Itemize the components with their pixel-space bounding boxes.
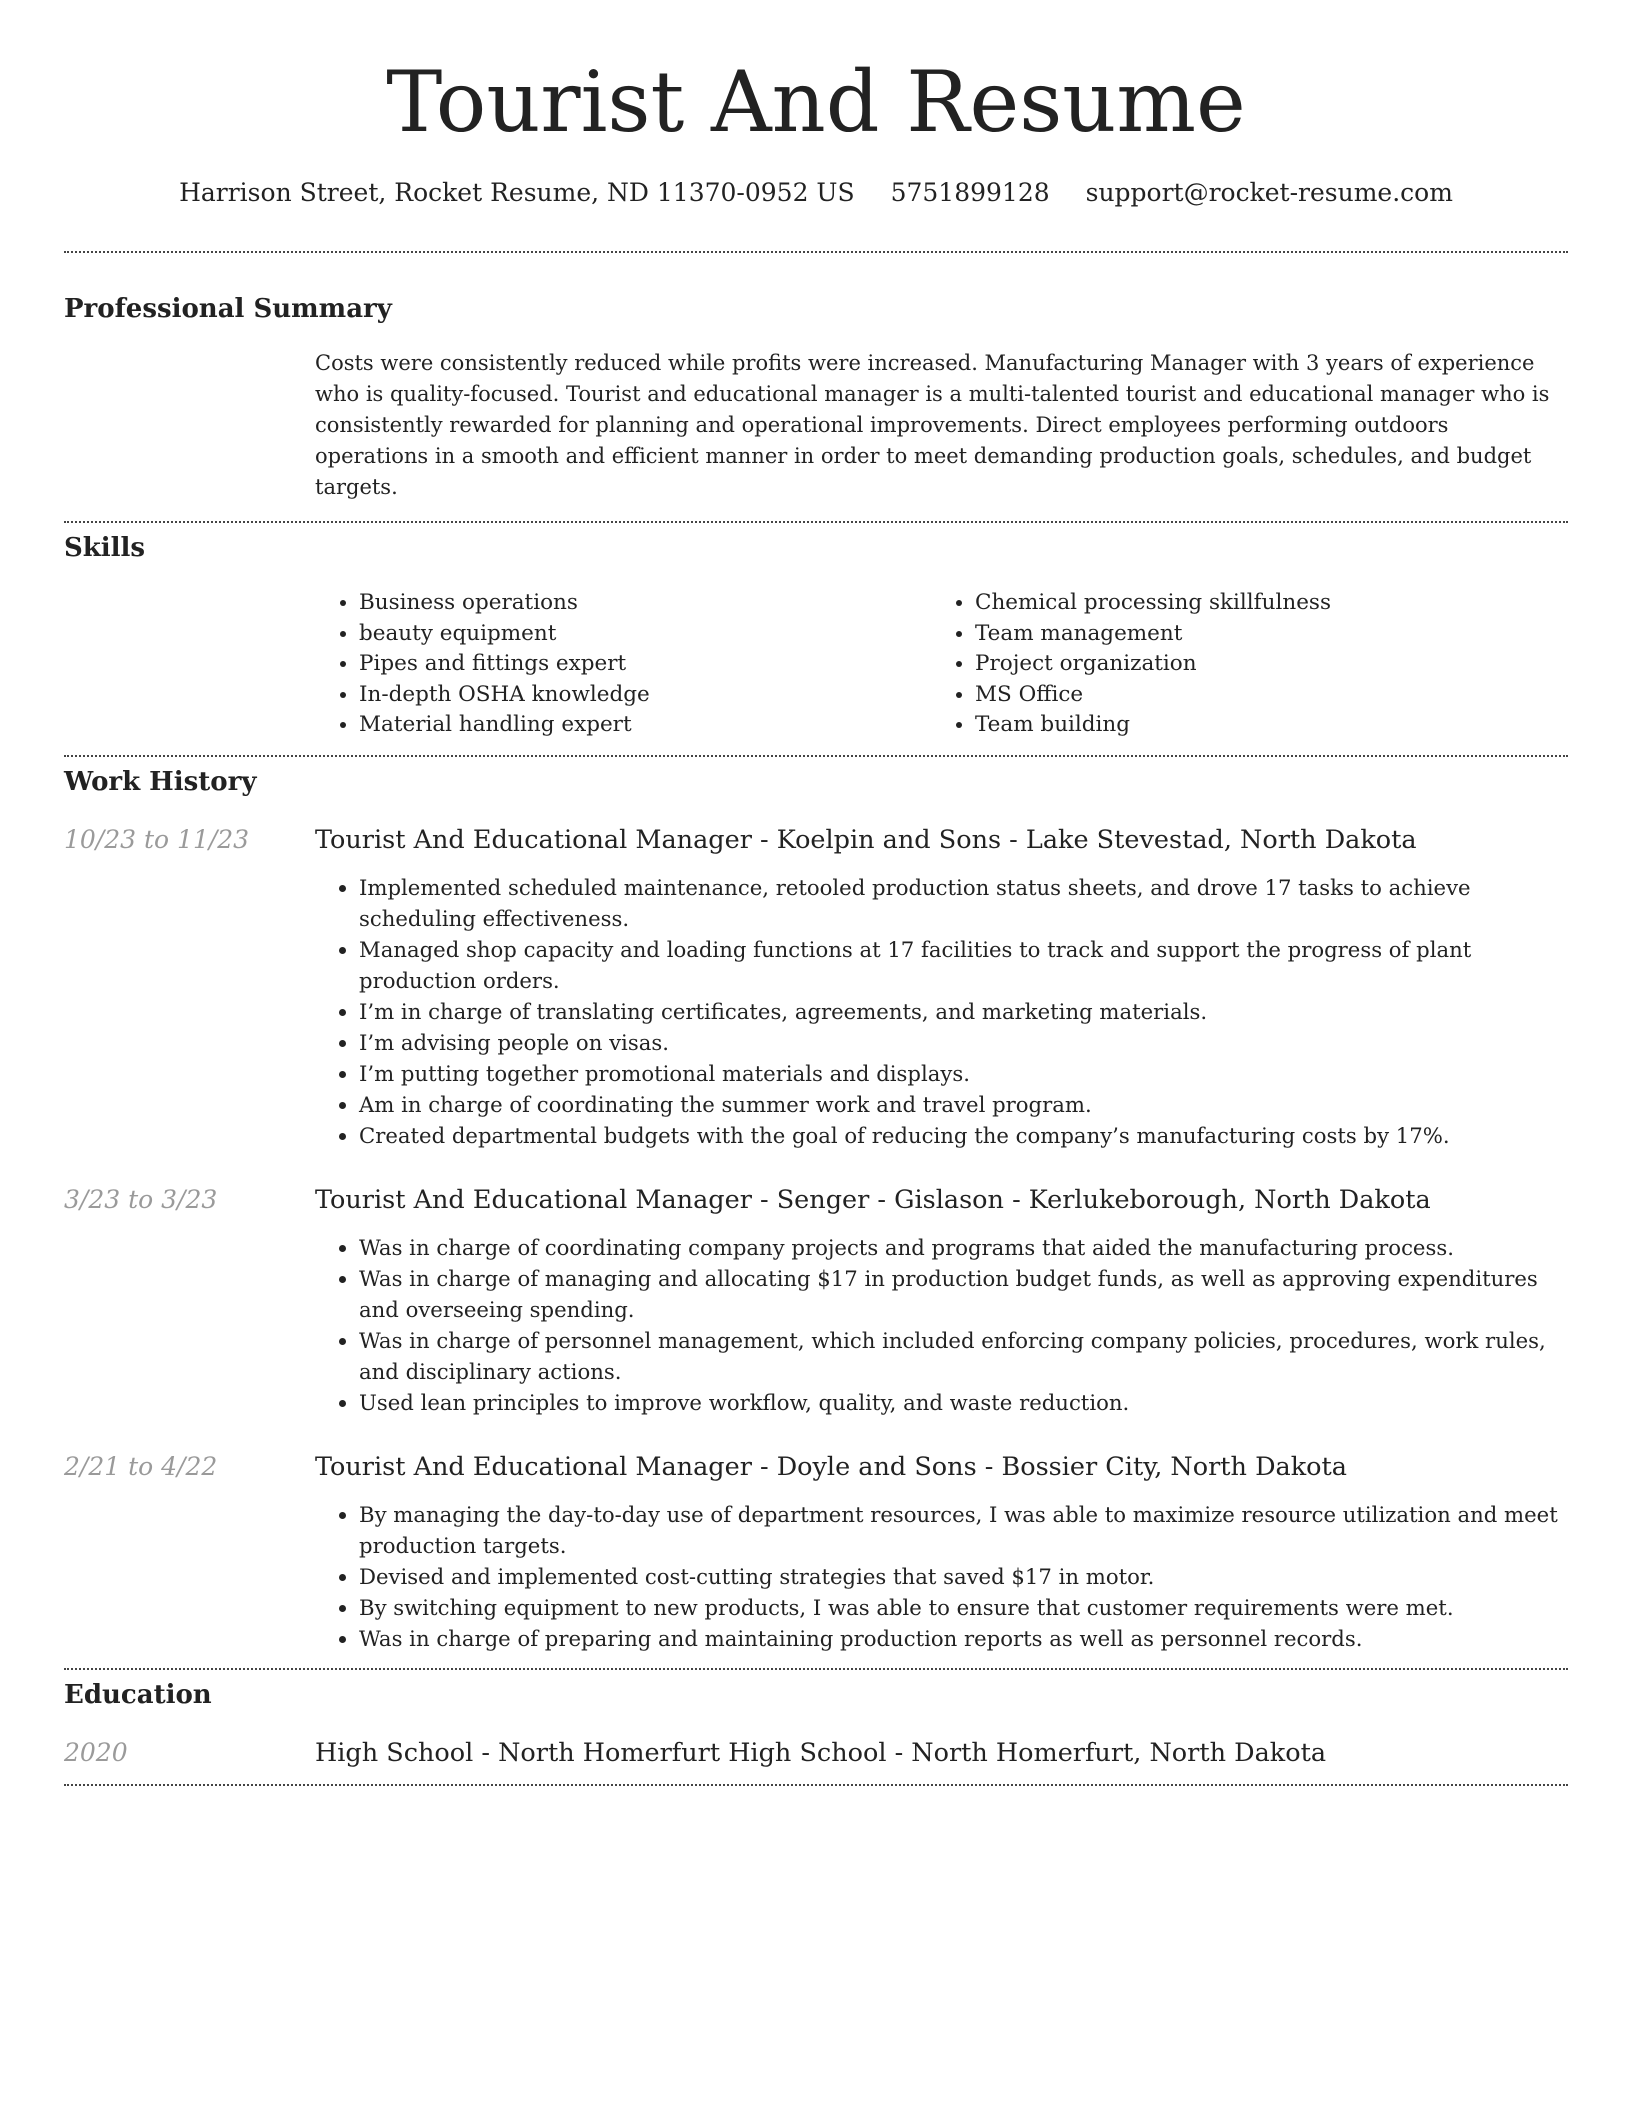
job-date: 3/23 to 3/23 — [64, 1184, 218, 1214]
job-bullets — [315, 872, 1568, 1151]
skill-item: • beauty equipment — [359, 619, 931, 650]
skills-list-left — [315, 588, 931, 741]
summary-section — [64, 294, 1568, 503]
skill-item: • Chemical processing skillfulness — [975, 588, 1547, 619]
job-bullet: • Devised and implemented cost-cutting strategies that saved $17 in motor. — [359, 1561, 1568, 1592]
job-bullets — [315, 1232, 1568, 1418]
job-body — [315, 825, 1568, 1151]
contact-address: Harrison Street, Rocket Resume, ND 11370-0952 US — [179, 178, 855, 207]
divider — [64, 1784, 1568, 1786]
job-bullet: • Managed shop capacity and loading functions at 17 facilities to track and support the progress of plant production orders. — [359, 934, 1568, 996]
contact-line — [64, 178, 1568, 208]
education-body — [315, 1738, 1568, 1768]
skills-list-right — [931, 588, 1547, 741]
job-date: 10/23 to 11/23 — [64, 824, 250, 854]
job-body — [315, 1185, 1568, 1418]
education-section — [64, 1680, 1568, 1768]
job-bullet: • Used lean principles to improve workflow, quality, and waste reduction. — [359, 1387, 1568, 1418]
contact-email: support@rocket-resume.com — [1085, 178, 1453, 207]
job-bullet: • By switching equipment to new products, I was able to ensure that customer requirements were met. — [359, 1592, 1568, 1623]
contact-phone: 5751899128 — [890, 178, 1050, 207]
job-bullet: • Was in charge of personnel management, which included enforcing company policies, procedures, work rules, and disciplinary actions. — [359, 1325, 1568, 1387]
education-title: High School - North Homerfurt High School - North Homerfurt, North Dakota — [315, 1737, 1327, 1768]
job-bullet: • Was in charge of preparing and maintaining production reports as well as personnel records. — [359, 1623, 1568, 1654]
job-title: Tourist And Educational Manager - Koelpin and Sons - Lake Stevestad, North Dakota — [315, 824, 1417, 855]
divider — [64, 755, 1568, 757]
summary-text: Costs were consistently reduced while profits were increased. Manufacturing Manager with 3 years of experience who is quality-focused. Tourist and educational manager is a multi-talented tourist and educational manager who is consistently rewarded for planning and operational improvements. Direct employees performing outdoors operations in a smooth and efficient manner in order to meet demanding production goals, schedules, and budget targets. — [315, 351, 1550, 499]
education-date: 2020 — [64, 1737, 128, 1767]
job-title: Tourist And Educational Manager - Doyle and Sons - Bossier City, North Dakota — [315, 1451, 1347, 1482]
job-bullet: • Was in charge of managing and allocating $17 in production budget funds, as well as approving expenditures and overseeing spending. — [359, 1263, 1568, 1325]
skill-item: • Pipes and fittings expert — [359, 649, 931, 680]
job-bullets — [315, 1499, 1568, 1654]
job-bullet: • Implemented scheduled maintenance, retooled production status sheets, and drove 17 tasks to achieve scheduling effectiveness. — [359, 872, 1568, 934]
job-bullet: • Am in charge of coordinating the summer work and travel program. — [359, 1089, 1568, 1120]
work-section — [64, 767, 1568, 1654]
skill-item: • In-depth OSHA knowledge — [359, 680, 931, 711]
job-bullet: • I’m in charge of translating certificates, agreements, and marketing materials. — [359, 996, 1568, 1027]
section-title-summary: Professional Summary — [64, 294, 392, 324]
divider — [64, 1668, 1568, 1670]
skill-item: • Project organization — [975, 649, 1547, 680]
job-entry — [64, 825, 1568, 1151]
section-title-skills: Skills — [64, 533, 146, 563]
divider — [64, 521, 1568, 523]
job-bullet: • I’m advising people on visas. — [359, 1027, 1568, 1058]
section-title-education: Education — [64, 1679, 212, 1710]
job-bullet: • Was in charge of coordinating company projects and programs that aided the manufacturing process. — [359, 1232, 1568, 1263]
skill-item: • Material handling expert — [359, 710, 931, 741]
job-title: Tourist And Educational Manager - Senger - Gislason - Kerlukeborough, North Dakota — [315, 1184, 1431, 1215]
resume-name: Tourist And Resume — [386, 53, 1246, 151]
skill-item: • Team management — [975, 619, 1547, 650]
job-bullet: • I’m putting together promotional materials and displays. — [359, 1058, 1568, 1089]
job-bullet: • By managing the day-to-day use of department resources, I was able to maximize resource utilization and meet production targets. — [359, 1499, 1568, 1561]
skills-section — [64, 533, 1568, 741]
job-entry — [64, 1185, 1568, 1418]
skill-item: • Business operations — [359, 588, 931, 619]
job-entry — [64, 1452, 1568, 1654]
job-body — [315, 1452, 1568, 1654]
section-title-work: Work History — [64, 766, 257, 797]
job-date: 2/21 to 4/22 — [64, 1451, 218, 1481]
divider — [64, 251, 1568, 253]
skill-item: • Team building — [975, 710, 1547, 741]
job-bullet: • Created departmental budgets with the goal of reducing the company’s manufacturing costs by 17%. — [359, 1120, 1568, 1151]
skill-item: • MS Office — [975, 680, 1547, 711]
skills-grid — [315, 588, 1568, 741]
education-entry — [64, 1738, 1568, 1768]
